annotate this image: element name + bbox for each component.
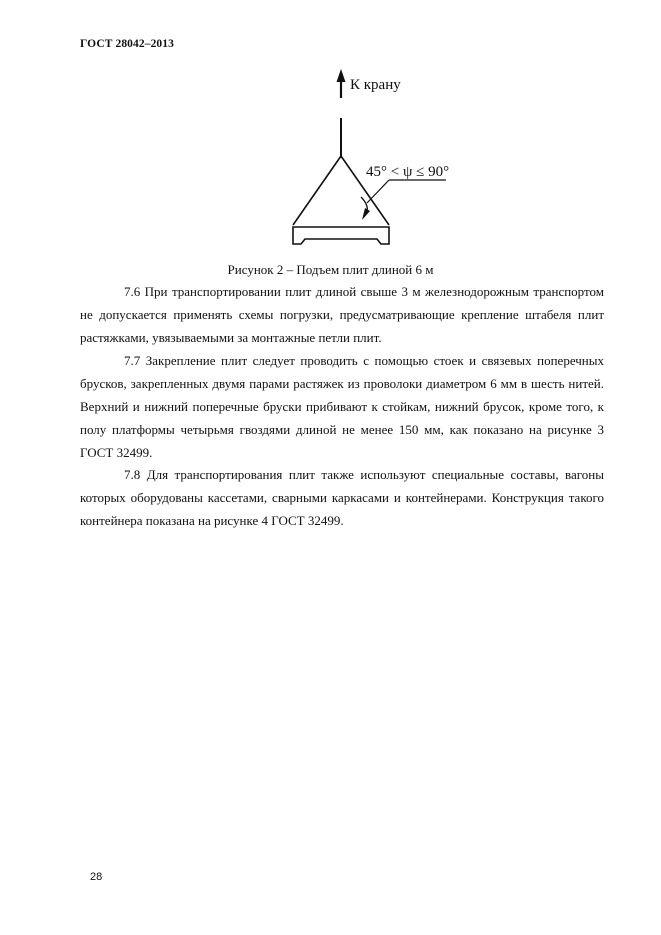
angle-leader <box>367 180 389 203</box>
angle-arrow-icon <box>362 208 370 220</box>
page-number: 28 <box>90 871 103 883</box>
document-header: ГОСТ 28042–2013 <box>80 38 174 50</box>
paragraph-text: 7.7 Закрепление плит следует проводить с помощью стоек и связевых поперечных брусков, закрепленных двумя парами растяжек из проволоки диаметром 6 мм в шесть нитей. Верхний и нижний поперечные бруски прибивают к стойкам, нижний брусок, кроме того, к полу платформы четырьмя гвоздями длиной не менее 150 мм, как показано на рисунке 3 ГОСТ 32499. <box>80 353 604 460</box>
paragraph-text: 7.6 При транспортировании плит длиной свыше 3 м железнодорожным транспортом не допускается применять схемы погрузки, предусматривающие крепление штабеля плит растяжками, увязываемыми за монтажные петли плит. <box>80 284 604 345</box>
paragraph-7-7 <box>80 349 604 464</box>
slab-profile <box>293 227 389 244</box>
angle-label: 45° < ψ ≤ 90° <box>366 164 450 180</box>
figure-caption: Рисунок 2 – Подъем плит длиной 6 м <box>227 262 434 277</box>
arrow-label: К крану <box>350 77 401 93</box>
lifting-diagram-drawing <box>0 0 661 260</box>
arrow-up-icon <box>337 69 346 98</box>
paragraph-text: 7.8 Для транспортирования плит также используют специальные составы, вагоны которых оборудованы кассетами, сварными каркасами и контейнерами. Конструкция такого контейнера показана на рисунке 4 ГОСТ 32499. <box>80 467 604 528</box>
paragraph-7-8 <box>80 463 604 532</box>
paragraph-7-6 <box>80 280 604 349</box>
lifting-diagram <box>0 0 661 260</box>
sling-left <box>293 156 341 225</box>
